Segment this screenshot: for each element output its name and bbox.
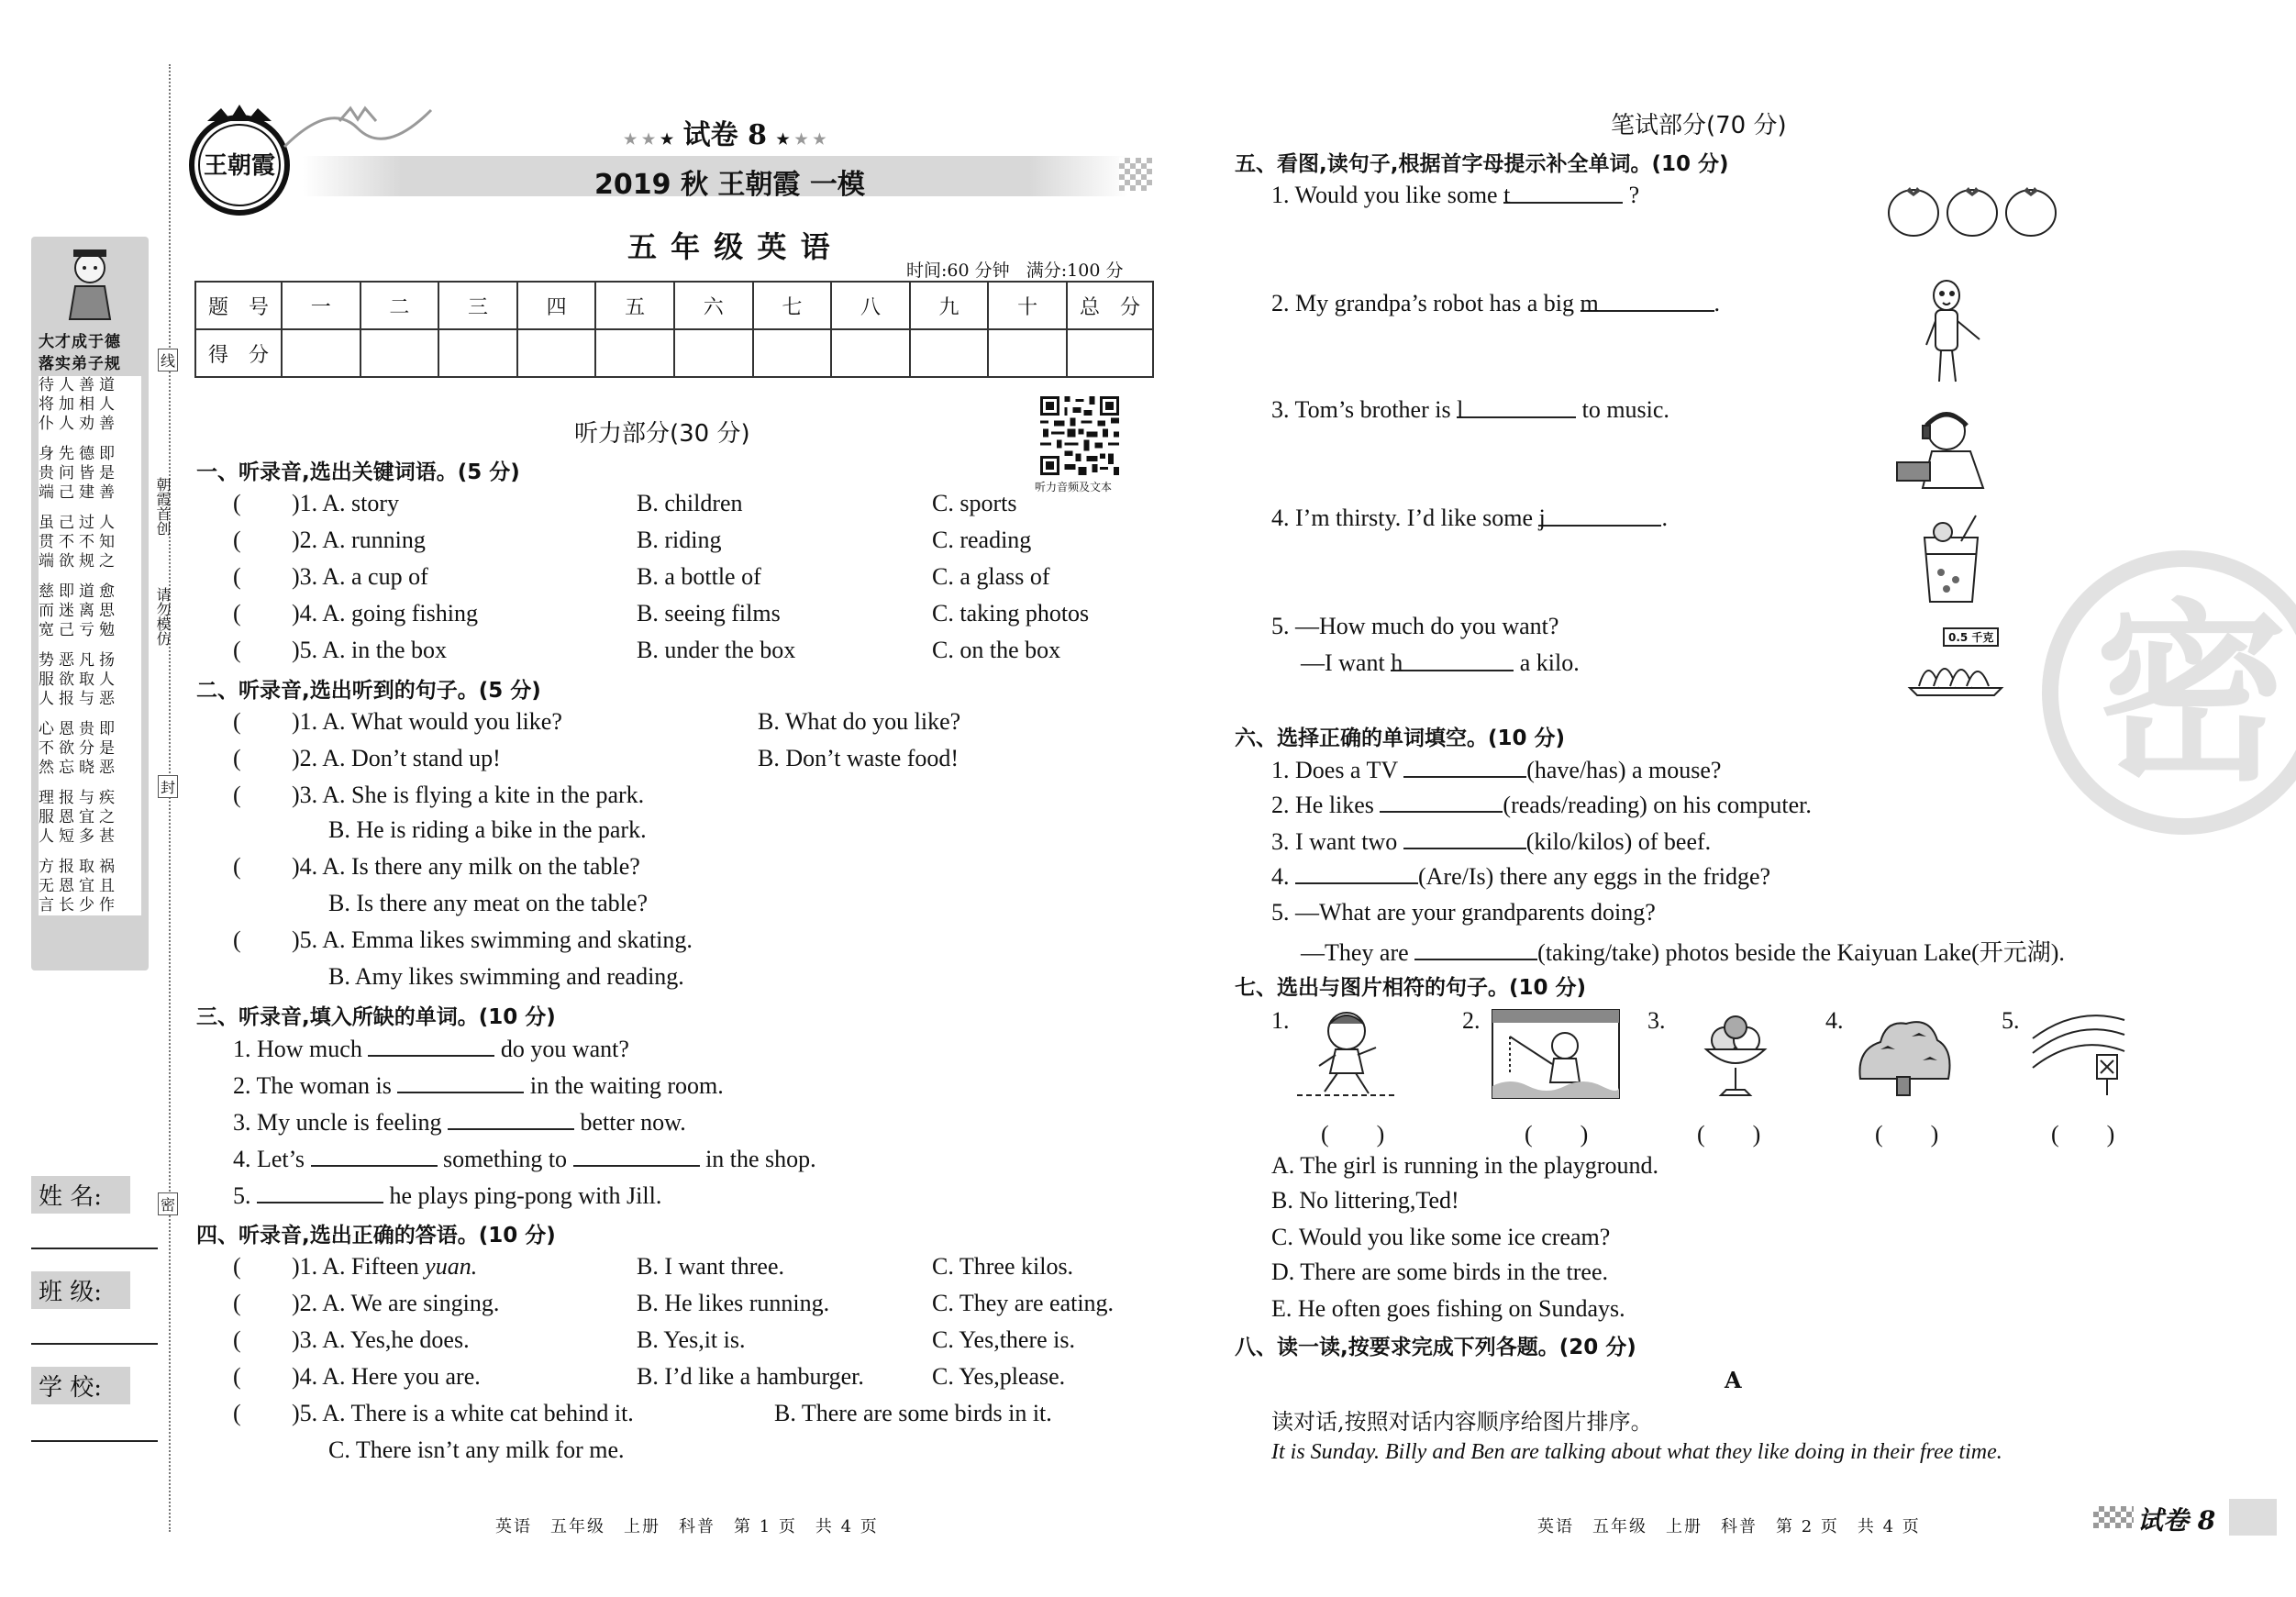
fill-blank[interactable] [573, 1145, 700, 1167]
fill-blank[interactable]: l [1457, 396, 1576, 418]
answer-paren[interactable]: ( [233, 1326, 241, 1353]
s2-l3a: )3. A. She is flying a kite in the park. [292, 782, 645, 808]
score-row [195, 329, 1153, 377]
star-icon: ★ ★ [624, 130, 660, 148]
s7-num3: 3. [1647, 1007, 1666, 1034]
margin-text-1: 朝霞首创 [154, 477, 172, 536]
tomatoes-picture [1886, 180, 2060, 238]
s3-q1: 1. How much do you want? [233, 1036, 629, 1062]
score-header-cell: 二 [360, 282, 439, 329]
motto-line: 身先德即 [39, 445, 119, 463]
s6-q1: 1. Does a TV (have/has) a mouse? [1271, 757, 1722, 783]
fill-blank[interactable] [1295, 862, 1418, 884]
score-row-label: 得 分 [195, 329, 282, 377]
score-header-cell: 五 [595, 282, 674, 329]
motto-line: 人短多甚 [39, 827, 119, 846]
score-header-row [195, 282, 1153, 329]
secret-stamp-char: 密 [2094, 582, 2288, 807]
s6-q2: 2. He likes (reads/reading) on his computer. [1271, 792, 1812, 818]
cut-mark-2: 封 [158, 775, 178, 798]
answer-paren[interactable]: ( [233, 1290, 241, 1316]
s1-item2-a: )2. A. running [292, 527, 426, 553]
s5-q4: 4. I’m thirsty. I’d like some j . [1271, 505, 1668, 531]
motto-line: 端欲规之 [39, 552, 119, 571]
s1-item2-c: C. reading [932, 527, 1032, 553]
fill-blank[interactable]: h [1391, 649, 1514, 671]
section1-title: 一、听录音,选出关键词语。(5 分) [196, 460, 520, 484]
score-cell[interactable] [438, 329, 517, 377]
s1-item3-c: C. a glass of [932, 563, 1050, 590]
s2-l3b: B. He is riding a bike in the park. [328, 816, 647, 843]
section5-title: 五、看图,读句子,根据首字母提示补全单词。(10 分) [1235, 152, 1729, 176]
section7-title: 七、选出与图片相符的句子。(10 分) [1235, 976, 1587, 1000]
s5-q1: 1. Would you like some t ? [1271, 182, 1640, 208]
motto-line: 无恩宜且 [39, 877, 119, 895]
answer-paren[interactable]: ( [233, 926, 241, 953]
star-icon: ★ [660, 130, 674, 148]
motto-line: 理报与疾 [39, 789, 119, 807]
s4-l5b: B. There are some birds in it. [774, 1400, 1052, 1426]
s1-item3-a: )3. A. a cup of [292, 563, 428, 590]
score-cell[interactable] [753, 329, 832, 377]
s8-instruction: 读对话,按照对话内容顺序给图片排序。 [1271, 1409, 1653, 1435]
s7-paren3[interactable]: ( ) [1697, 1121, 1761, 1148]
fill-blank[interactable] [311, 1145, 438, 1167]
s7-paren5[interactable]: ( ) [2051, 1121, 2115, 1148]
secret-stamp [2042, 550, 2296, 835]
ribbon-decoration [275, 101, 440, 156]
s2-l1b: B. What do you like? [758, 708, 961, 735]
s4-l2c: C. They are eating. [932, 1290, 1115, 1316]
boy-listening-music-picture [1891, 404, 1998, 492]
name-label: 姓 名: [31, 1176, 130, 1214]
s2-l1a: )1. A. What would you like? [292, 708, 562, 735]
score-cell[interactable] [517, 329, 596, 377]
footer-right: 英语 五年级 上册 科普 第 2 页 共 4 页 [1537, 1517, 1921, 1536]
s2-l2b: B. Don’t waste food! [758, 745, 959, 771]
motto-line: 言长少作 [39, 896, 119, 915]
s1-item5-a: )5. A. in the box [292, 637, 447, 663]
section6-title: 六、选择正确的单词填空。(10 分) [1235, 726, 1566, 750]
class-field[interactable] [31, 1343, 158, 1345]
s4-l4a: )4. A. Here you are. [292, 1363, 481, 1390]
s4-l4b: B. I’d like a hamburger. [637, 1363, 864, 1390]
score-cell[interactable] [282, 329, 360, 377]
listening-title: 听力部分(30 分) [574, 420, 750, 448]
score-cell[interactable] [1067, 329, 1153, 377]
tree-birds-picture [1853, 1013, 1956, 1097]
motto-line: 虽己过人 [39, 514, 119, 532]
s4-l2b: B. He likes running. [637, 1290, 830, 1316]
answer-paren[interactable]: ( [233, 527, 241, 553]
juice-glass-picture [1915, 514, 1989, 605]
s3-q3: 3. My uncle is feeling better now. [233, 1109, 686, 1136]
badge-text: 试卷 8 [2137, 1505, 2216, 1536]
s5-q2: 2. My grandpa’s robot has a big m . [1271, 290, 1721, 316]
running-girl-picture [1297, 1007, 1398, 1099]
answer-paren[interactable]: ( [233, 745, 241, 771]
s7-paren1[interactable]: ( ) [1321, 1121, 1385, 1148]
score-header-cell: 九 [910, 282, 989, 329]
s8-intro: It is Sunday. Billy and Ben are talking about what they like doing in their free time. [1271, 1440, 2002, 1464]
score-header-cell: 六 [674, 282, 753, 329]
score-header-cell: 三 [438, 282, 517, 329]
scholar-figure-icon [57, 248, 123, 321]
s6-q4: 4. (Are/Is) there any eggs in the fridge? [1271, 863, 1771, 890]
s5-q5a: 5. —How much do you want? [1271, 613, 1559, 639]
s2-l4b: B. Is there any meat on the table? [328, 890, 648, 916]
s2-l2a: )2. A. Don’t stand up! [292, 745, 501, 771]
side-banner [31, 237, 149, 970]
s3-q2: 2. The woman is in the waiting room. [233, 1072, 724, 1099]
star-icon: ★ [776, 130, 790, 148]
s4-l4c: C. Yes,please. [932, 1363, 1066, 1390]
fill-blank[interactable] [1380, 791, 1503, 813]
answer-paren[interactable]: ( [233, 1253, 241, 1280]
s7-num2: 2. [1462, 1007, 1481, 1034]
dotted-binding-line [169, 64, 171, 1532]
s4-l1b: B. I want three. [637, 1253, 785, 1280]
motto-line: 仆人劝善 [39, 415, 119, 433]
s1-item2-b: B. riding [637, 527, 722, 553]
score-cell[interactable] [831, 329, 910, 377]
score-cell[interactable] [988, 329, 1067, 377]
no-littering-picture [2031, 1011, 2126, 1099]
footer-left: 英语 五年级 上册 科普 第 1 页 共 4 页 [495, 1517, 879, 1536]
s1-item4-c: C. taking photos [932, 600, 1090, 627]
section3-title: 三、听录音,填入所缺的单词。(10 分) [196, 1005, 556, 1029]
fill-blank[interactable]: m [1581, 290, 1714, 312]
school-label: 学 校: [31, 1367, 130, 1404]
fishing-boy-picture [1492, 1009, 1620, 1099]
s4-l1c: C. Three kilos. [932, 1253, 1074, 1280]
s3-q5: 5. he plays ping-pong with Jill. [233, 1182, 662, 1209]
motto-line: 宽己亏勉 [39, 621, 119, 639]
margin-text-2: 请勿模仿 [154, 587, 172, 646]
s5-q5b: —I want h a kilo. [1301, 649, 1580, 676]
half-kilo-label: 0.5 千克 [1943, 627, 1999, 647]
side-motto-column [39, 376, 141, 915]
motto-line: 待人善道 [39, 376, 119, 394]
qr-code-icon[interactable] [1040, 396, 1119, 475]
fill-blank[interactable] [257, 1181, 383, 1203]
score-header-cell: 七 [753, 282, 832, 329]
fill-blank[interactable] [1414, 938, 1537, 960]
score-cell[interactable] [910, 329, 989, 377]
s1-item4-b: B. seeing films [637, 600, 781, 627]
score-header-cell: 题 号 [195, 282, 282, 329]
s6-q5b: —They are (taking/take) photos beside the Kaiyuan Lake(开元湖). [1301, 939, 2065, 966]
answer-paren[interactable]: ( [233, 782, 241, 808]
name-field[interactable] [31, 1248, 158, 1249]
s7-num4: 4. [1825, 1007, 1844, 1034]
badge-squares-decoration [2093, 1506, 2134, 1528]
s4-l3a: )3. A. Yes,he does. [292, 1326, 470, 1353]
badge-gray-bar [2229, 1499, 2277, 1536]
half-kilo-food-picture [1906, 627, 2007, 697]
motto-line: 而迷离思 [39, 602, 119, 620]
s5-q3: 3. Tom’s brother is l to music. [1271, 396, 1669, 423]
s2-l5a: )5. A. Emma likes swimming and skating. [292, 926, 693, 953]
exam-title: 2019 秋 王朝霞 一模 [594, 169, 865, 201]
writing-title: 笔试部分(70 分) [1611, 112, 1787, 139]
s7-option-e: E. He often goes fishing on Sundays. [1271, 1295, 1625, 1322]
time-info: 时间:60 分钟 满分:100 分 [906, 261, 1124, 281]
motto-line: 端己建善 [39, 483, 119, 502]
s4-l1a: )1. A. Fifteen yuan. [292, 1253, 478, 1280]
side-slogan-1: 大才成于德 [39, 333, 121, 351]
s1-item1-b: B. children [637, 490, 743, 516]
s4-l3b: B. Yes,it is. [637, 1326, 746, 1353]
answer-paren[interactable]: ( [233, 1400, 241, 1426]
score-cell[interactable] [360, 329, 439, 377]
motto-line: 势恶凡扬 [39, 651, 119, 670]
s6-q3: 3. I want two (kilo/kilos) of beef. [1271, 828, 1712, 855]
s1-item5-b: B. under the box [637, 637, 796, 663]
fill-blank[interactable] [1403, 756, 1526, 778]
motto-line: 然忘晓恶 [39, 759, 119, 777]
answer-paren[interactable]: ( [233, 490, 241, 516]
answer-paren[interactable]: ( [233, 637, 241, 663]
school-field[interactable] [31, 1440, 158, 1442]
answer-paren[interactable]: ( [233, 1363, 241, 1390]
fill-blank[interactable] [397, 1071, 524, 1093]
s1-item5-c: C. on the box [932, 637, 1061, 663]
fill-blank[interactable] [448, 1108, 574, 1130]
subject-title: 五 年 级 英 语 [627, 229, 832, 264]
ice-cream-picture [1701, 1013, 1770, 1101]
motto-line: 心恩贵即 [39, 720, 119, 738]
star-icon: ★ ★ [789, 130, 826, 148]
fill-blank[interactable] [1403, 827, 1526, 849]
motto-line: 服欲取人 [39, 671, 119, 689]
footer-badge [2093, 1499, 2277, 1536]
s1-item1-c: C. sports [932, 490, 1017, 516]
score-cell[interactable] [595, 329, 674, 377]
paper-number-header: ★ ★ ★ 试卷 8 ★ ★ ★ [624, 119, 826, 151]
side-slogan-2: 落实弟子规 [39, 355, 121, 373]
s4-l5a: )5. A. There is a white cat behind it. [292, 1400, 634, 1426]
answer-paren[interactable]: ( [233, 708, 241, 735]
s7-option-a: A. The girl is running in the playground. [1271, 1152, 1658, 1179]
s4-l5c: C. There isn’t any milk for me. [328, 1436, 625, 1463]
motto-line: 将加相人 [39, 395, 119, 414]
cut-mark-3: 密 [158, 1192, 178, 1215]
motto-line: 贵问皆是 [39, 464, 119, 482]
s1-item4-a: )4. A. going fishing [292, 600, 478, 627]
score-cell[interactable] [674, 329, 753, 377]
answer-paren[interactable]: ( [233, 563, 241, 590]
brand-logo-text: 王朝霞 [203, 152, 275, 180]
score-header-cell: 十 [988, 282, 1067, 329]
section2-title: 二、听录音,选出听到的句子。(5 分) [196, 679, 541, 703]
s6-q5a: 5. —What are your grandparents doing? [1271, 899, 1656, 926]
motto-line: 方报取祸 [39, 858, 119, 876]
motto-line: 服恩宜之 [39, 808, 119, 826]
s8-part-label: A [1725, 1367, 1742, 1393]
s1-item1-a: )1. A. story [292, 490, 399, 516]
s1-item3-b: B. a bottle of [637, 563, 761, 590]
fill-blank[interactable]: j [1538, 505, 1661, 527]
motto-line: 人报与恶 [39, 690, 119, 708]
cut-mark-1: 线 [158, 349, 178, 372]
robot-picture [1910, 275, 1998, 389]
fill-blank[interactable] [368, 1035, 494, 1057]
s4-l2a: )2. A. We are singing. [292, 1290, 500, 1316]
fill-blank[interactable]: t [1503, 182, 1623, 204]
s7-num5: 5. [2002, 1007, 2020, 1034]
motto-line: 慈即道愈 [39, 582, 119, 601]
s7-num1: 1. [1271, 1007, 1290, 1034]
motto-line: 不欲分是 [39, 739, 119, 758]
answer-paren[interactable]: ( [233, 853, 241, 880]
score-header-cell: 八 [831, 282, 910, 329]
section8-title: 八、读一读,按要求完成下列各题。(20 分) [1235, 1336, 1636, 1359]
s2-l5b: B. Amy likes swimming and reading. [328, 963, 684, 990]
s7-paren4[interactable]: ( ) [1875, 1121, 1939, 1148]
qr-caption: 听力音频及文本 [1035, 481, 1113, 494]
checker-decoration [1119, 158, 1152, 191]
section4-title: 四、听录音,选出正确的答语。(10 分) [196, 1224, 556, 1248]
score-header-cell: 四 [517, 282, 596, 329]
s7-option-b: B. No littering,Ted! [1271, 1187, 1459, 1214]
answer-paren[interactable]: ( [233, 600, 241, 627]
s2-l4a: )4. A. Is there any milk on the table? [292, 853, 640, 880]
s7-paren2[interactable]: ( ) [1525, 1121, 1589, 1148]
s7-option-c: C. Would you like some ice cream? [1271, 1224, 1611, 1250]
s7-option-d: D. There are some birds in the tree. [1271, 1259, 1608, 1285]
class-label: 班 级: [31, 1271, 130, 1309]
s3-q4: 4. Let’s something to in the shop. [233, 1146, 816, 1172]
score-table [194, 281, 1154, 378]
score-header-cell: 一 [282, 282, 360, 329]
motto-line: 贯不不知 [39, 533, 119, 551]
s4-l3c: C. Yes,there is. [932, 1326, 1076, 1353]
score-header-cell: 总 分 [1067, 282, 1153, 329]
